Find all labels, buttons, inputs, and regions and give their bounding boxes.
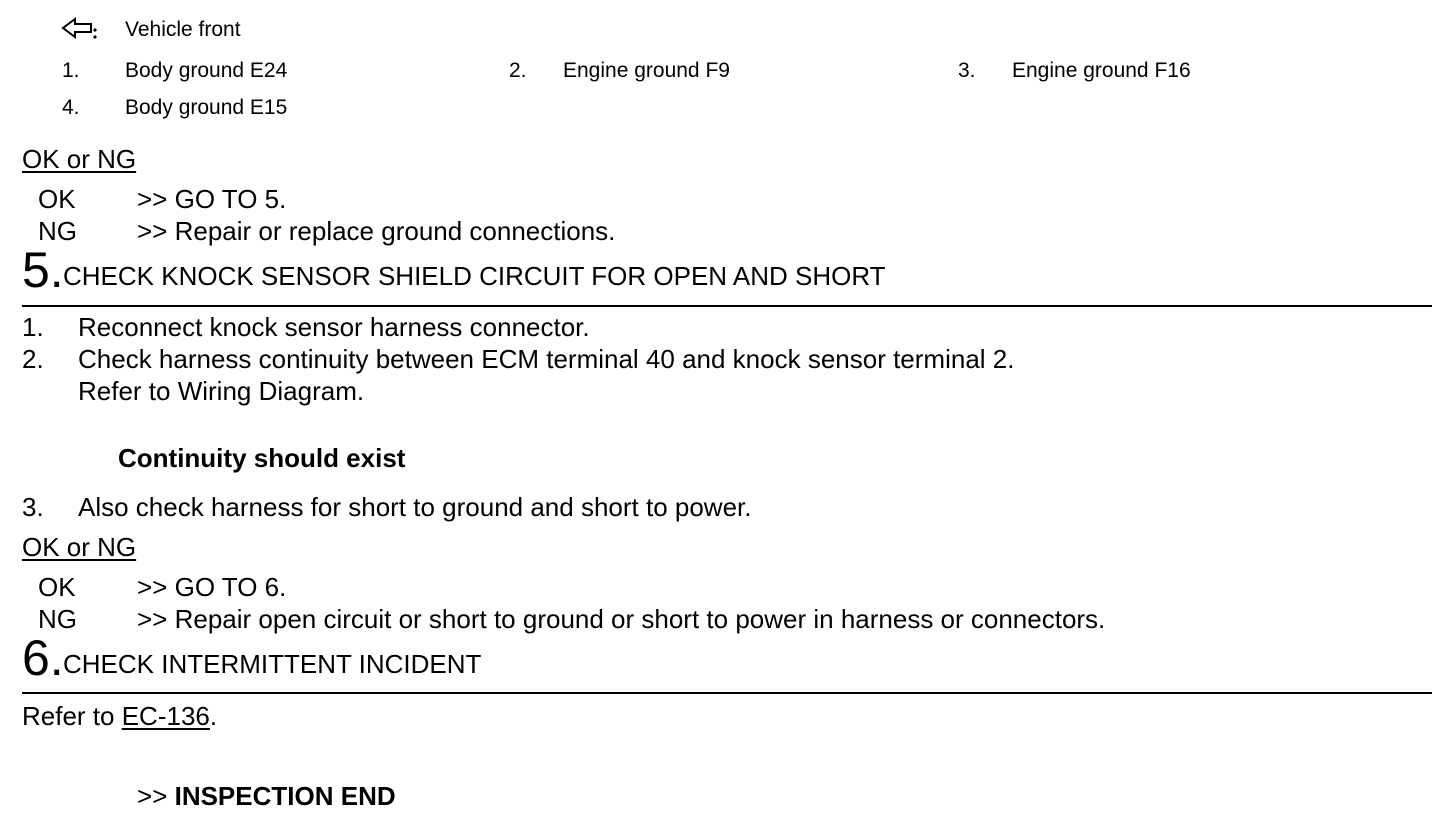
- step-title: CHECK KNOCK SENSOR SHIELD CIRCUIT FOR OPEN AND SHORT: [63, 261, 886, 291]
- ok-action: >> GO TO 5.: [137, 184, 287, 214]
- ok-label: OK: [38, 184, 76, 214]
- legend-item-label: Body ground E24: [125, 59, 288, 82]
- ng-label: NG: [38, 216, 77, 246]
- ok-label: OK: [38, 572, 76, 602]
- step-title: CHECK INTERMITTENT INCIDENT: [63, 649, 482, 679]
- refer-wiring-diagram: Refer to Wiring Diagram.: [78, 376, 365, 406]
- ng-action: >> Repair or replace ground connections.: [137, 216, 616, 246]
- ok-or-ng-heading: OK or NG: [22, 144, 137, 174]
- step-number: 6.: [22, 630, 64, 686]
- vehicle-front-label: Vehicle front: [125, 18, 241, 41]
- step-item-number: 2.: [22, 344, 44, 374]
- refer-prefix: Refer to: [22, 701, 122, 731]
- ok-or-ng-heading: OK or NG: [22, 532, 137, 562]
- legend-item-number: 4.: [62, 96, 80, 119]
- legend-item-number: 2.: [509, 59, 527, 82]
- step-number: 5.: [22, 242, 64, 298]
- step-item-number: 1.: [22, 312, 44, 342]
- inspection-end-label: INSPECTION END: [174, 781, 396, 811]
- vehicle-front-arrow-icon: [61, 16, 99, 46]
- inspection-end: [137, 783, 396, 809]
- refer-line: [22, 703, 217, 729]
- ng-label: NG: [38, 604, 77, 634]
- step-item-text: Reconnect knock sensor harness connector.: [78, 312, 590, 342]
- end-prefix: >>: [137, 781, 175, 811]
- legend-item-number: 3.: [958, 59, 976, 82]
- ec-136-link[interactable]: EC-136: [121, 701, 210, 731]
- continuity-spec: Continuity should exist: [118, 443, 406, 473]
- ng-action: >> Repair open circuit or short to ground or short to power in harness or connectors.: [137, 604, 1106, 634]
- ok-action: >> GO TO 6.: [137, 572, 287, 602]
- legend-item-label: Engine ground F9: [563, 59, 730, 82]
- section-divider: [22, 305, 1432, 307]
- step-item-number: 3.: [22, 492, 44, 522]
- legend-item-label: Body ground E15: [125, 96, 288, 119]
- legend-item-label: Engine ground F16: [1012, 59, 1191, 82]
- refer-suffix: .: [209, 701, 218, 731]
- step-item-text: Check harness continuity between ECM terminal 40 and knock sensor terminal 2.: [78, 344, 1015, 374]
- legend-item-number: 1.: [62, 59, 80, 82]
- section-divider: [22, 692, 1432, 694]
- step-item-text: Also check harness for short to ground and short to power.: [78, 492, 752, 522]
